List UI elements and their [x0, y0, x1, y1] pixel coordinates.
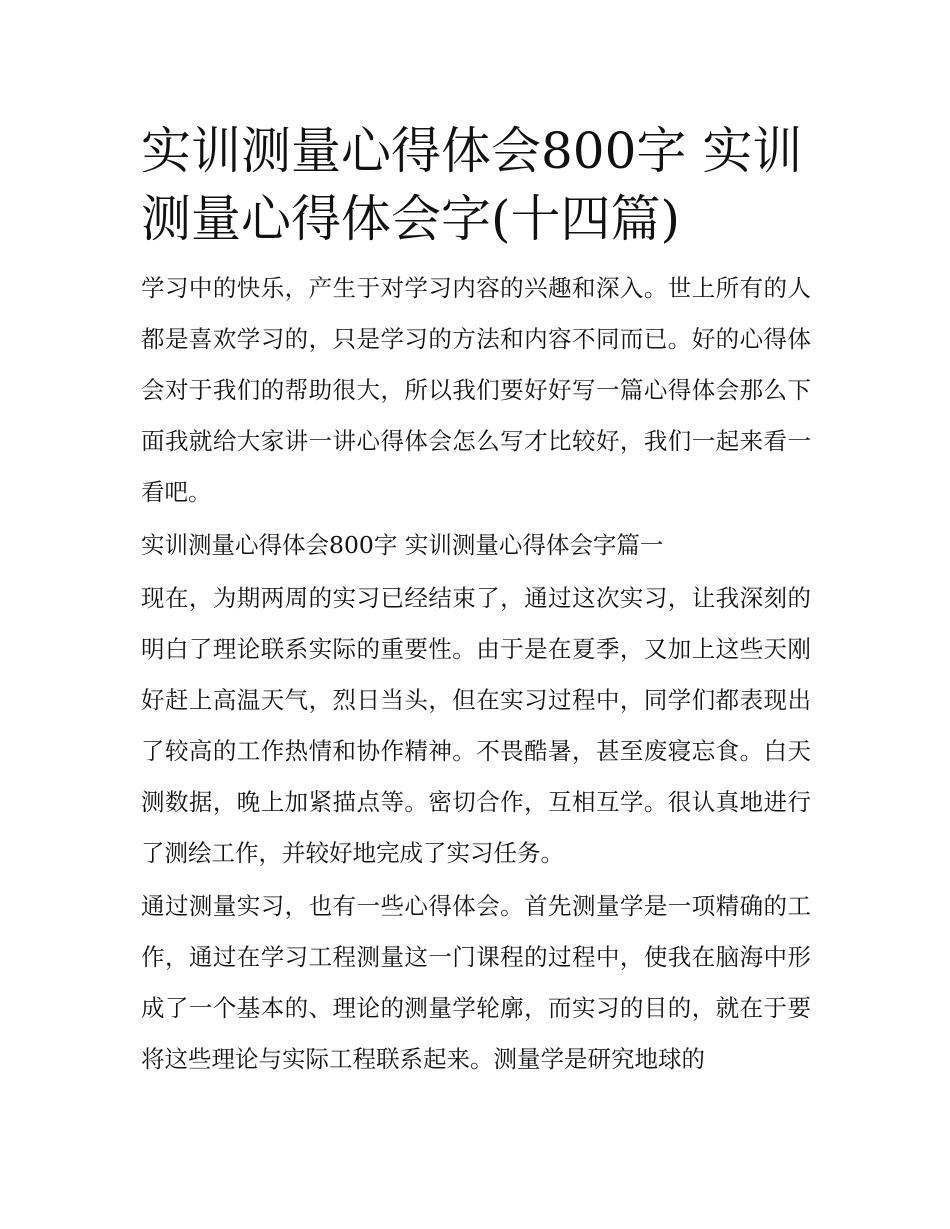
document-title: 实训测量心得体会800字 实训测量心得体会字(十四篇) [141, 122, 803, 248]
section-heading: 实训测量心得体会800字 实训测量心得体会字篇一 [141, 531, 664, 559]
intro-paragraph: 学习中的快乐，产生于对学习内容的兴趣和深入。世上所有的人都是喜欢学习的，只是学习的方法和内容不同而已。好的心得体会对于我们的帮助很大，所以我们要好好写一篇心得体会那么下面我就给大家讲一讲心得体会怎么写才比较好，我们一起来看一看吧。 [141, 274, 811, 506]
body-paragraph: 通过测量实习，也有一些心得体会。首先测量学是一项精确的工作，通过在学习工程测量这一门课程的过程中，使我在脑海中形成了一个基本的、理论的测量学轮廓，而实习的目的，就在于要将这些理论与实际工程联系起来。测量学是研究地球的 [141, 892, 811, 1073]
document-body [141, 117, 811, 1085]
body-paragraph: 现在，为期两周的实习已经结束了，通过这次实习，让我深刻的明白了理论联系实际的重要性。由于是在夏季，又加上这些天刚好赶上高温天气，烈日当头，但在实习过程中，同学们都表现出了较高的工作热情和协作精神。不畏酷暑，甚至废寝忘食。白天测数据，晚上加紧描点等。密切合作，互相互学。很认真地进行了测绘工作，并较好地完成了实习任务。 [141, 584, 811, 867]
